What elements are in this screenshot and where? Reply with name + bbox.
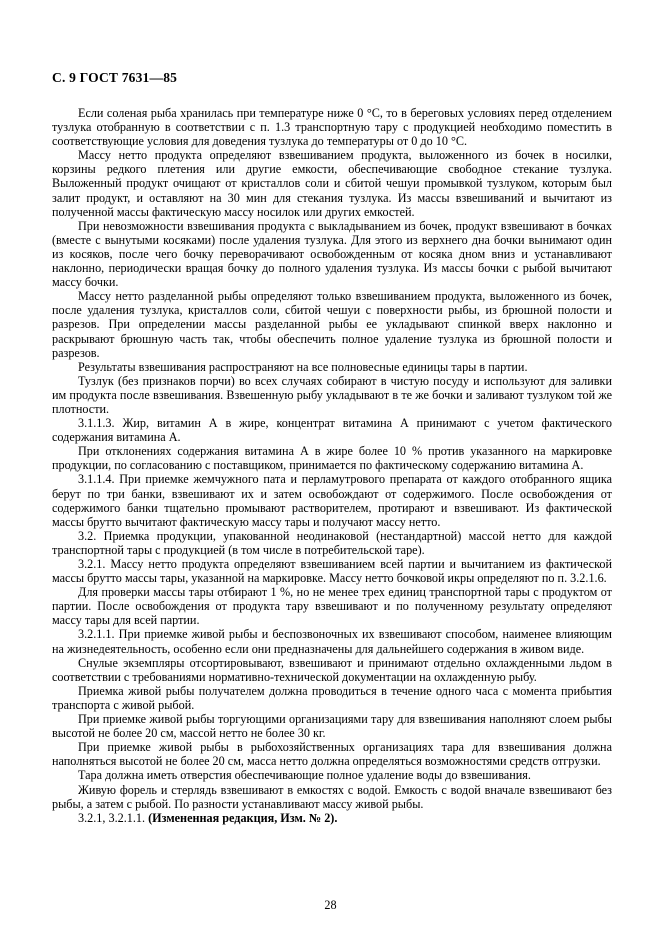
page-number: 28	[324, 898, 337, 912]
paragraph: Тара должна иметь отверстия обеспечивающие полное удаление воды до взвешивания.	[78, 768, 531, 783]
amendment-note	[52, 811, 612, 825]
paragraph: Если соленая рыба хранилась при температуре ниже 0 °С, то в береговых условиях перед отделением тузлука отобранную в соответствии с п. 1.3 транспортную тару с продукцией необходимо поместить в соответствующие условия для доведения тузлука до температуры от 0 до 10 °С.	[52, 106, 612, 149]
page-content	[52, 70, 612, 825]
paragraph: Снулые экземпляры отсортировывают, взвешивают и принимают отдельно охлажденными льдом в соответствии с требованиями нормативно-технической документации на охлажденную рыбу.	[52, 655, 612, 684]
paragraph: 3.1.1.4. При приемке жемчужного пата и перламутрового препарата от каждого отобранного ящика берут по три банки, взвешивают их и затем освобождают от содержимого. После освобождения от содержимого банки тщательно промывают растворителем, протирают и взвешивают. Из фактической массы брутто вычитают фактическую массу тары и получают массу нетто.	[52, 472, 612, 529]
paragraph: Тузлук (без признаков порчи) во всех случаях собирают в чистую посуду и используют для заливки им продукта после взвешивания. Взвешенную рыбу укладывают в те же бочки и заливают тузлуком той же плотности.	[52, 373, 612, 416]
paragraph: Массу нетто разделанной рыбы определяют только взвешиванием продукта, выложенного из бочек, после удаления тузлука, кристаллов соли, сбитой чешуи с поверхности рыбы, из брюшной полости и разрезов. При определении массы разделанной рыбы ее укладывают спинкой вверх наклонно и раскрывают брюшную часть так, чтобы обеспечить полное удаление тузлука из брюшной полости и разрезов.	[52, 289, 612, 360]
paragraph: 3.1.1.3. Жир, витамин А в жире, концентрат витамина А принимают с учетом фактического содержания витамина А.	[52, 416, 612, 445]
amendment-clause-numbers: 3.2.1, 3.2.1.1.	[78, 810, 149, 825]
paragraph: Живую форель и стерлядь взвешивают в емкостях с водой. Емкость с водой вначале взвешивают без рыбы, а затем с рыбой. По разности устанавливают массу живой рыбы.	[52, 782, 612, 811]
paragraph: При приемке живой рыбы в рыбохозяйственных организациях тара для взвешивания должна наполняться высотой не более 20 см, масса нетто должна определяться возможностями средств отгрузки.	[52, 740, 612, 769]
paragraph: При приемке живой рыбы торгующими организациями тару для взвешивания наполняют слоем рыбы высотой не более 20 см, массой нетто не более 30 кг.	[52, 712, 612, 741]
paragraph: 3.2. Приемка продукции, упакованной неодинаковой (нестандартной) массой нетто для каждой транспортной тары с продукцией (в том числе в потребительской таре).	[52, 528, 612, 557]
paragraph: 3.2.1. Массу нетто продукта определяют взвешиванием всей партии и вычитанием из фактической массы брутто массы тары, указанной на маркировке. Массу нетто бочковой икры определяют по п. 3.2.1.6.	[52, 557, 612, 586]
page-label: С. 9	[52, 70, 77, 85]
paragraph: Приемка живой рыбы получателем должна проводиться в течение одного часа с момента прибытия транспорта с живой рыбой.	[52, 683, 612, 712]
paragraph: 3.2.1.1. При приемке живой рыбы и беспозвоночных их взвешивают способом, наименее влияющим на жизнедеятельность, особенно если они предназначены для дальнейшего содержания в живом виде.	[52, 627, 612, 656]
paragraph: Результаты взвешивания распространяют на все полновесные единицы тары в партии.	[78, 359, 528, 374]
paragraph: При невозможности взвешивания продукта с выкладыванием из бочек, продукт взвешивают в бочках (вместе с вынутыми косяками) после удаления тузлука. Для этого из верхнего дна бочки вынимают один из косяков, после чего бочку переворачивают освобожденным от косяка дном вниз и устанавливают наклонно, периодически вращая бочку до полного удаления тузлука. Из массы бочки с рыбой вычитают массу бочки.	[52, 218, 612, 290]
paragraph: При отклонениях содержания витамина А в жире более 10 % против указанного на маркировке продукции, по согласованию с поставщиком, принимается по фактическому содержанию витамина А.	[52, 444, 612, 473]
page-header	[52, 70, 612, 86]
paragraph: Для проверки массы тары отбирают 1 %, но не менее трех единиц транспортной тары с продуктом от партии. После освобождения от продукта тару взвешивают и по полученному результату определяют массу тары для всей партии.	[52, 585, 612, 628]
standard-designation: ГОСТ 7631—85	[79, 70, 178, 85]
paragraph: Массу нетто продукта определяют взвешиванием продукта, выложенного из бочек в носилки, корзины редкого плетения или другие емкости, обеспечивающие свободное стекание тузлука. Выложенный продукт очищают от кристаллов соли и сбитой чешуи промывкой тузлуком, которым был залит продукт, и оставляют на 30 мин для стекания тузлука. Из массы взвешиваний и вычитают из полученной массы фактическую массу носилок или других емкостей.	[52, 148, 612, 219]
amendment-label: (Измененная редакция, Изм. № 2).	[148, 810, 338, 825]
